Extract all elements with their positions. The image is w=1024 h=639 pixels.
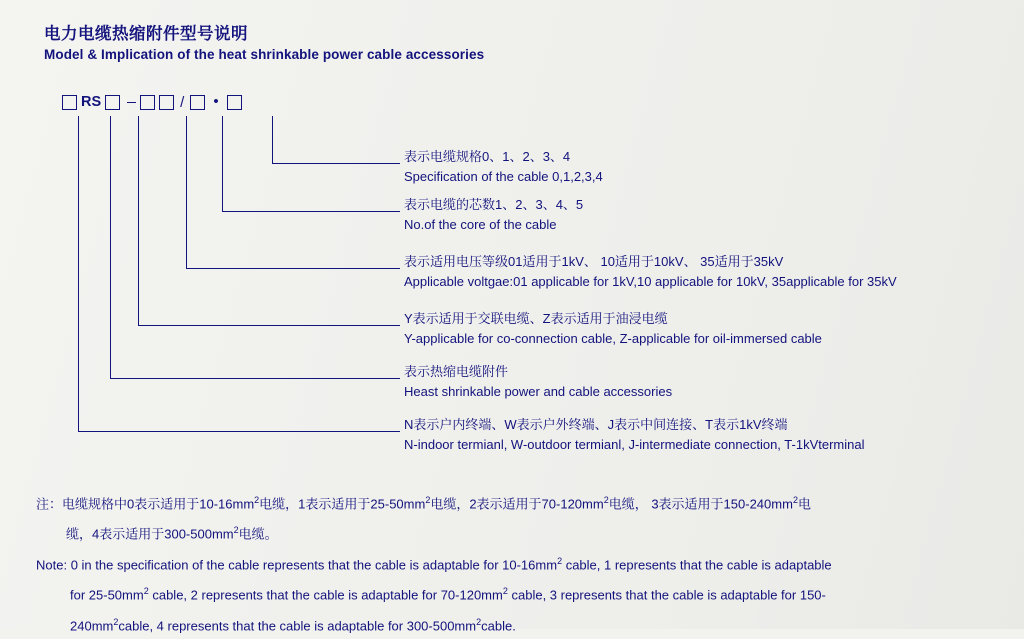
page-title-en: Model & Implication of the heat shrinkable power cable accessories [44, 47, 485, 62]
note-sup-6: 2 [557, 556, 563, 566]
note-sup-7: 2 [143, 586, 149, 597]
annotation-terminal-type-zh: N表示户内终端、W表示户外终端、J表示中间连接、T表示1kV终端 [404, 417, 788, 432]
note-chinese-l1b: 电缆，1表示适用于25-50mm [259, 496, 426, 512]
code-box-4 [159, 95, 174, 110]
annotation-core-number [404, 196, 583, 233]
leader-vline-6 [78, 116, 79, 431]
annotation-voltage-en: Applicable voltgae:01 applicable for 1kV,10 applicable for 10kV, 35applicable for 35kV [404, 274, 897, 289]
note-english-l2c: cable, 3 represents that the cable is adaptable for 150- [511, 587, 826, 603]
note-chinese-line2 [36, 517, 996, 547]
note-sup-10: 2 [476, 616, 482, 627]
leader-vline-2 [222, 116, 223, 211]
note-sup-2: 2 [425, 495, 431, 505]
note-sup-3: 2 [603, 495, 609, 505]
annotation-accessory-en: Heast shrinkable power and cable accessories [404, 384, 673, 399]
note-english-line1 [36, 548, 996, 578]
annotation-specification [404, 148, 603, 185]
annotation-accessory-zh: 表示热缩电缆附件 [404, 364, 509, 379]
note-sup-9: 2 [113, 616, 119, 627]
note-chinese-l1a: 电缆规格中0表示适用于10-16mm [62, 496, 255, 512]
annotation-cable-type [404, 310, 822, 347]
code-dash [127, 102, 136, 103]
note-sup-1: 2 [254, 495, 260, 505]
code-box-3 [140, 95, 155, 110]
leader-hline-3 [186, 268, 400, 269]
note-english [36, 548, 996, 639]
annotation-accessory [404, 363, 672, 400]
model-code-line [60, 90, 244, 114]
note-chinese-l1d: 电缆， 3表示适用于150-240mm [608, 496, 793, 512]
code-slash: / [180, 93, 185, 111]
note-sup-4: 2 [792, 495, 798, 505]
leader-hline-4 [138, 325, 400, 326]
note-chinese [36, 487, 996, 548]
leader-vline-1 [272, 116, 273, 163]
note-english-l3a: 240mm [70, 617, 114, 633]
note-english-label: Note: [36, 557, 68, 573]
note-chinese-l2b: 电缆。 [238, 526, 278, 542]
annotation-voltage [404, 253, 897, 290]
code-box-6 [227, 95, 242, 110]
annotation-cable-type-zh: Y表示适用于交联电缆、Z表示适用于油浸电缆 [404, 311, 668, 326]
annotation-specification-en: Specification of the cable 0,1,2,3,4 [404, 169, 603, 184]
leader-hline-2 [222, 211, 400, 212]
note-sup-8: 2 [502, 586, 508, 597]
note-chinese-l1c: 电缆，2表示适用于70-120mm [430, 496, 604, 512]
leader-vline-5 [110, 116, 111, 378]
leader-hline-1 [272, 163, 400, 164]
note-english-l3c: cable. [481, 617, 516, 633]
note-chinese-label: 注： [36, 496, 63, 512]
note-chinese-l1e: 电 [797, 496, 811, 512]
note-english-line3 [36, 609, 996, 639]
annotation-voltage-zh: 表示适用电压等级01适用于1kV、 10适用于10kV、 35适用于35kV [404, 254, 784, 269]
note-chinese-l2a: 缆，4表示适用于300-500mm [66, 526, 234, 542]
note-english-l1b: cable, 1 represents that the cable is adaptable [565, 557, 832, 573]
leader-vline-4 [138, 116, 139, 325]
annotation-terminal-type-en: N-indoor termianl, W-outdoor termianl, J-intermediate connection, T-1kVterminal [404, 437, 865, 452]
page-title-zh: 电力电缆热缩附件型号说明 [44, 25, 248, 43]
annotation-core-number-zh: 表示电缆的芯数1、2、3、4、5 [404, 197, 584, 212]
leader-vline-3 [186, 116, 187, 268]
note-english-l1a: 0 in the specification of the cable represents that the cable is adaptable for 10-16mm [70, 557, 558, 573]
code-box-2 [105, 95, 120, 110]
annotation-specification-zh: 表示电缆规格0、1、2、3、4 [404, 149, 571, 164]
note-sup-5: 2 [233, 525, 239, 536]
note-english-l3b: cable, 4 represents that the cable is adaptable for 300-500mm [118, 617, 477, 633]
code-box-1 [62, 95, 77, 110]
annotation-core-number-en: No.of the core of the cable [404, 217, 557, 232]
code-label-rs: RS [81, 94, 102, 110]
leader-hline-6 [78, 431, 400, 432]
code-box-5 [190, 95, 205, 110]
note-english-l2a: for 25-50mm [70, 587, 144, 603]
annotation-cable-type-en: Y-applicable for co-connection cable, Z-applicable for oil-immersed cable [404, 331, 822, 346]
leader-hline-5 [110, 378, 400, 379]
note-english-l2b: cable, 2 represents that the cable is adaptable for 70-120mm [152, 587, 503, 603]
annotation-terminal-type [404, 416, 865, 453]
note-english-line2 [36, 578, 996, 608]
code-dot: • [213, 93, 219, 110]
